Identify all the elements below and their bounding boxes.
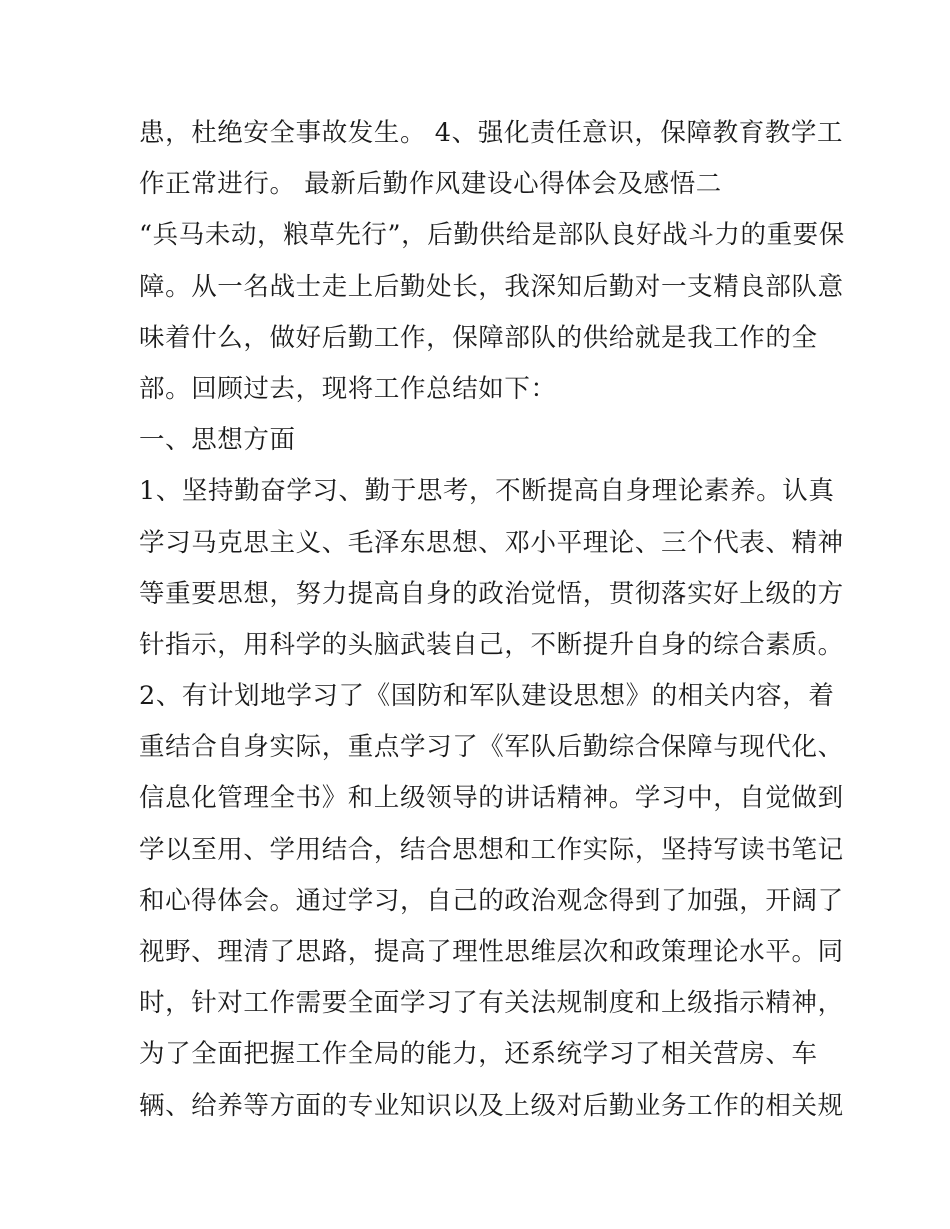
text-line-11: 针指示，用科学的头脑武装自己，不断提升自身的综合素质。 — [139, 629, 844, 660]
text-line-10: 等重要思想，努力提高自身的政治觉悟，贯彻落实好上级的方 — [139, 578, 844, 609]
text-line-5: 味着什么，做好后勤工作，保障部队的供给就是我工作的全 — [139, 322, 818, 353]
text-line-2: 作正常进行。 最新后勤作风建设心得体会及感悟二 — [139, 169, 722, 200]
text-line-17: 视野、理清了思路，提高了理性思维层次和政策理论水平。同 — [139, 937, 844, 967]
body-text — [139, 108, 845, 1132]
section-heading: 一、思想方面 — [139, 425, 296, 456]
text-line-20: 辆、给养等方面的专业知识以及上级对后勤业务工作的相关规 — [139, 1090, 844, 1121]
text-line-19: 为了全面把握工作全局的能力，还系统学习了相关营房、车 — [139, 1039, 818, 1070]
text-line-6: 部。回顾过去，现将工作总结如下： — [139, 373, 557, 404]
text-line-9: 学习马克思主义、毛泽东思想、邓小平理论、三个代表、精神 — [139, 527, 844, 558]
text-line-15: 学以至用、学用结合，结合思想和工作实际，坚持写读书笔记 — [139, 834, 844, 865]
text-line-1: 患，杜绝安全事故发生。 4、强化责任意识，保障教育教学工 — [139, 118, 844, 148]
text-line-14: 信息化管理全书》和上级领导的讲话精神。学习中，自觉做到 — [139, 783, 844, 814]
text-line-13: 重结合自身实际，重点学习了《军队后勤综合保障与现代化、 — [139, 732, 844, 763]
text-line-18: 时，针对工作需要全面学习了有关法规制度和上级指示精神， — [139, 988, 844, 1019]
text-line-16: 和心得体会。通过学习，自己的政治观念得到了加强，开阔了 — [139, 885, 844, 916]
text-line-3: “兵马未动，粮草先行”，后勤供给是部队良好战斗力的重要保 — [139, 220, 845, 251]
text-line-8: 1、坚持勤奋学习、勤于思考，不断提高自身理论素养。认真 — [139, 476, 835, 507]
text-line-12: 2、有计划地学习了《国防和军队建设思想》的相关内容，着 — [139, 681, 835, 712]
text-line-4: 障。从一名战士走上后勤处长，我深知后勤对一支精良部队意 — [139, 271, 844, 302]
